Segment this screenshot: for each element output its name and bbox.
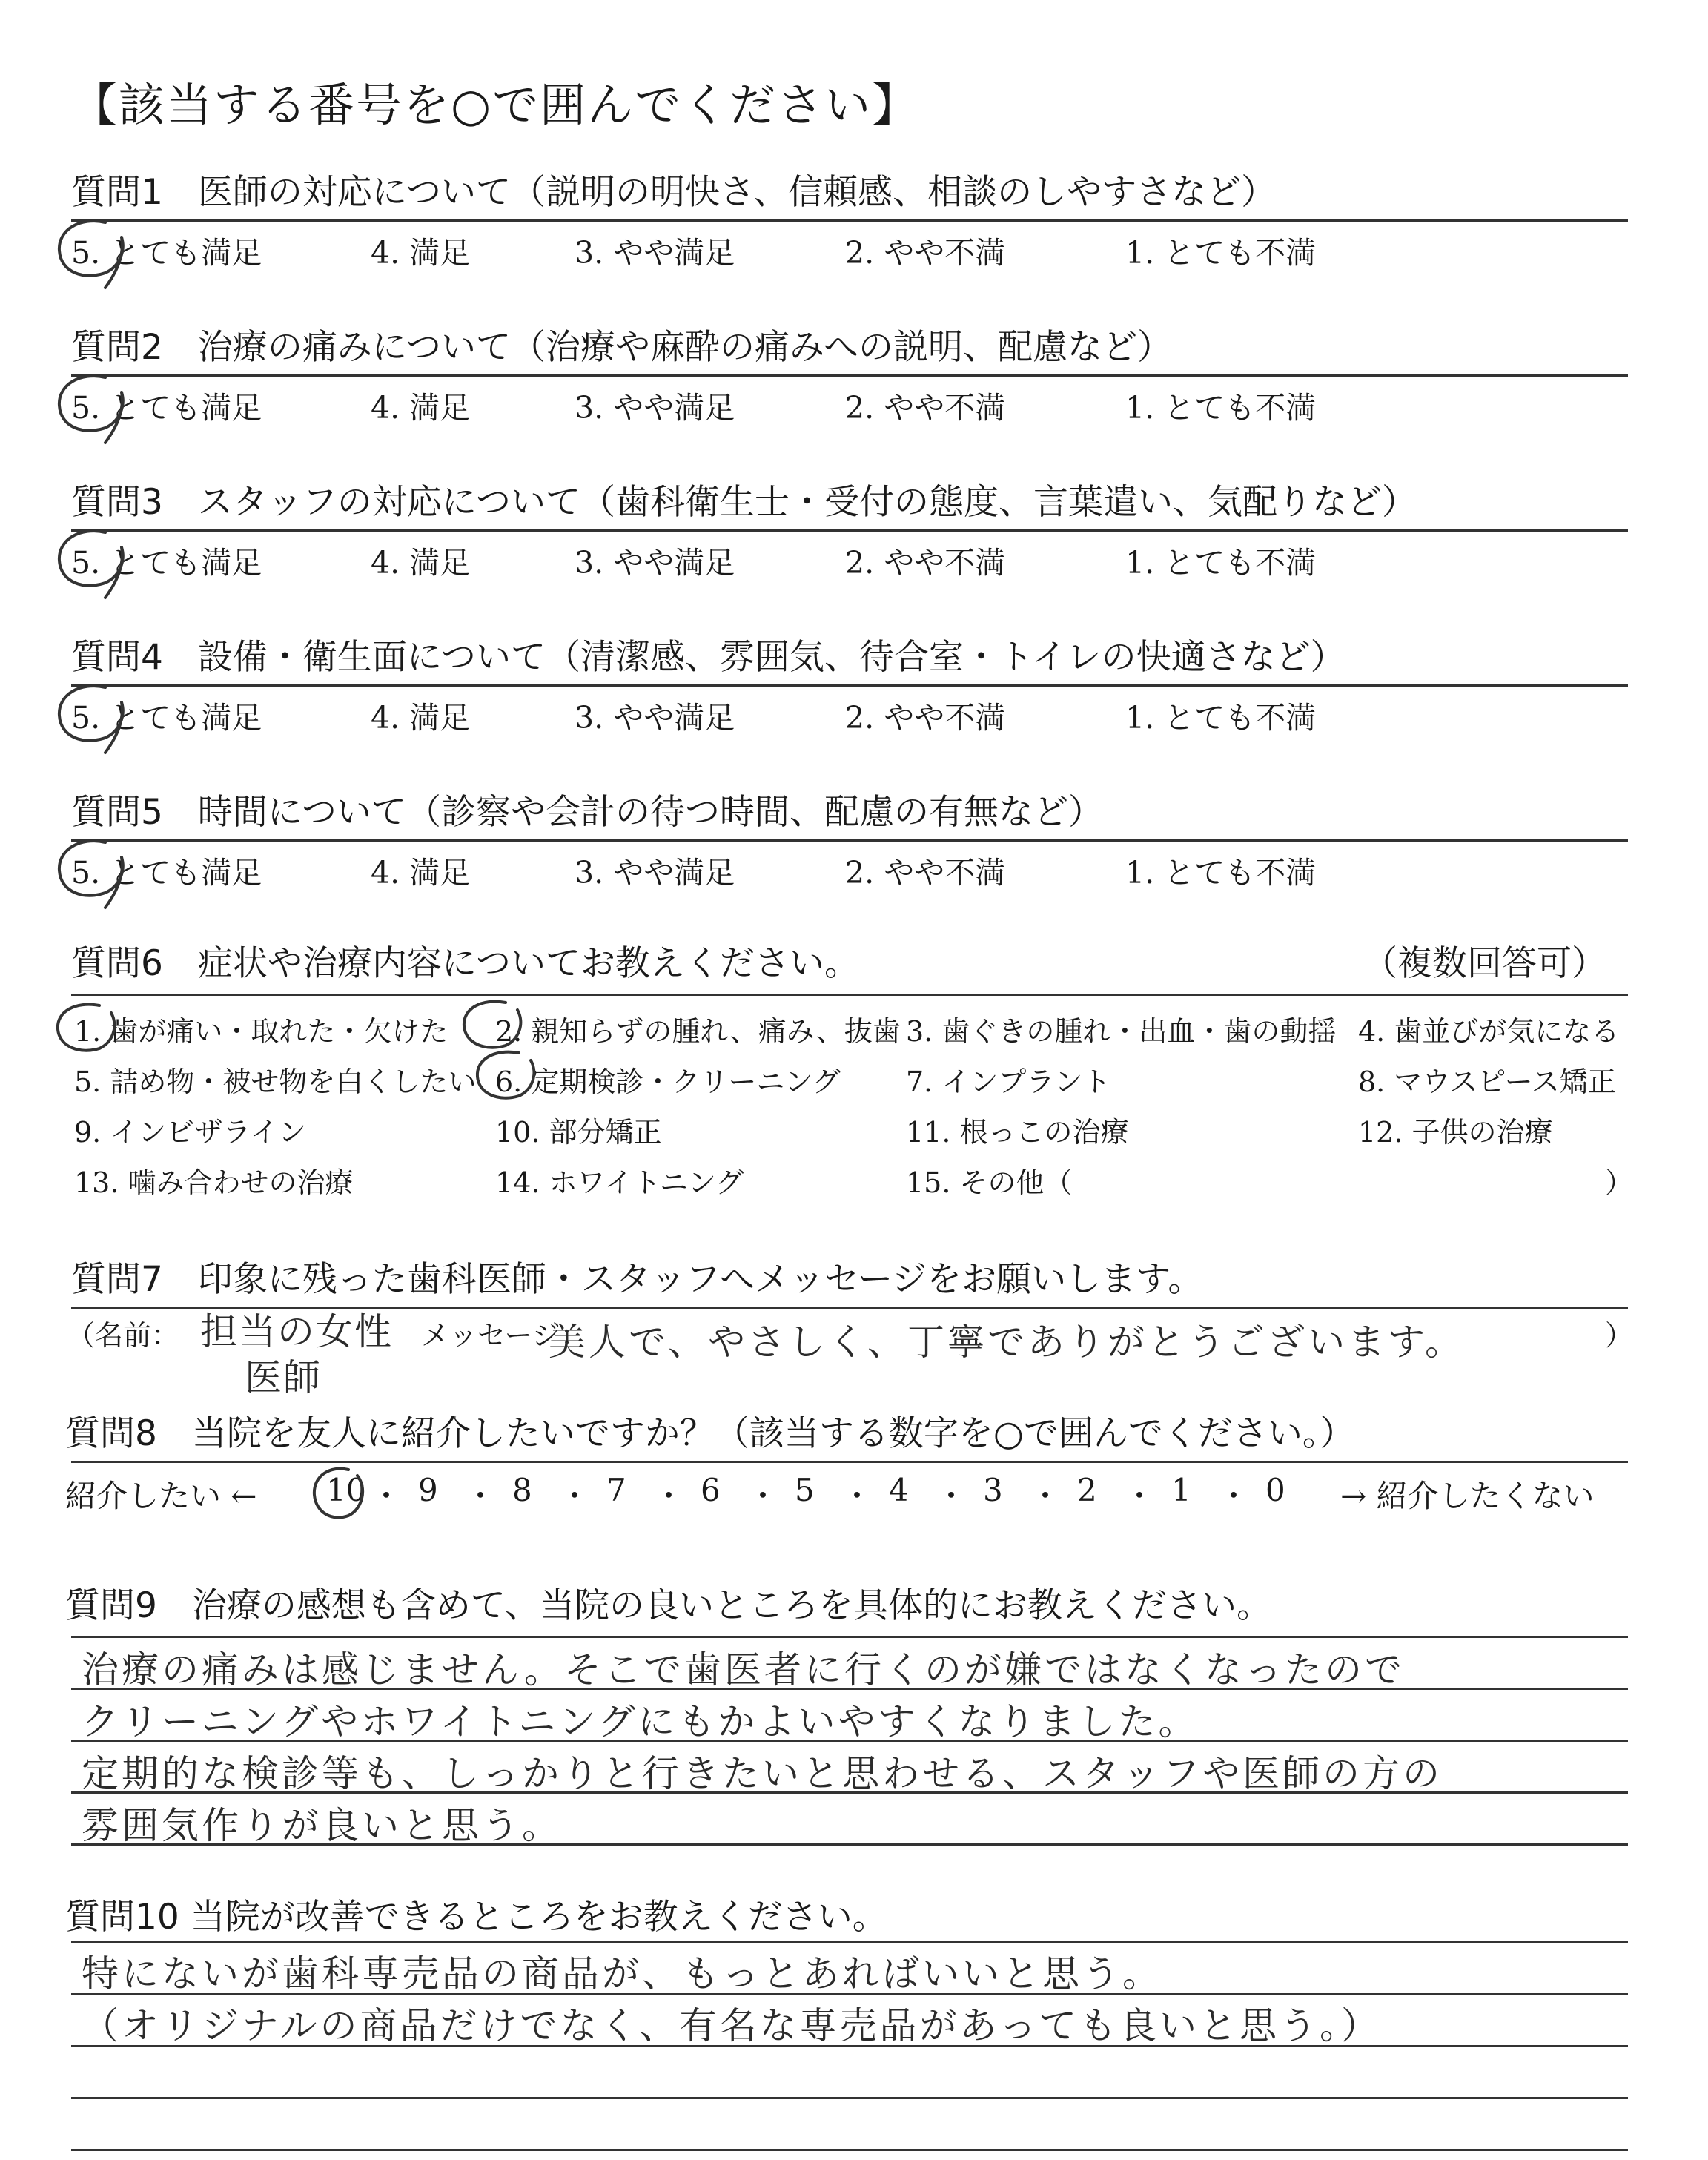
q6-item-5[interactable]: 5. 詰め物・被せ物を白くしたい [74,1066,477,1098]
q8-rule [71,1461,1628,1463]
q7-message-value: 美人で、やさしく、丁寧でありがとうございます。 [549,1321,1465,1364]
q5-option-1[interactable]: 1. とても不満 [1125,855,1317,891]
q8-scale-dot: ・ [1030,1478,1062,1514]
q3-option-1[interactable]: 1. とても不満 [1125,545,1317,581]
q5-selection-circle [53,836,135,911]
q6-item-4[interactable]: 4. 歯並びが気になる [1358,1015,1620,1048]
q8-scale-value[interactable]: 3 [983,1472,1003,1508]
q8-scale-value[interactable]: 9 [418,1472,438,1508]
q5-option-5[interactable]: 5. とても満足 [71,855,262,891]
q8-left-label: 紹介したい ← [65,1478,257,1514]
q4-selection-circle [53,681,135,756]
q4-option-3[interactable]: 3. やや満足 [575,700,735,736]
q5-option-3[interactable]: 3. やや満足 [575,855,735,891]
q10-rule [71,2097,1628,2099]
q5-option-2[interactable]: 2. やや不満 [845,855,1006,891]
q6-item-2[interactable]: 2. 親知らずの腫れ、痛み、抜歯 [495,1015,901,1048]
q6-title: 質問6 症状や治療内容についてお教えください。 [71,943,859,984]
q6-multi-note: （複数回答可） [1363,943,1606,984]
q8-scale-dot: ・ [653,1478,685,1514]
q1-rule [71,219,1628,222]
q9-answer-line-1: 治療の痛みは感じません。そこで歯医者に行くのが嫌ではなくなったので [82,1648,1405,1691]
q8-scale-dot: ・ [1124,1478,1156,1514]
q8-scale-value[interactable]: 8 [512,1472,532,1508]
q6-item-10[interactable]: 10. 部分矯正 [495,1116,662,1149]
q6-item-16[interactable]: ） [1605,1166,1634,1199]
q8-scale-value[interactable]: 2 [1077,1472,1097,1508]
q1-option-4[interactable]: 4. 満足 [371,235,471,271]
q6-item-12[interactable]: 12. 子供の治療 [1358,1116,1553,1149]
q2-option-5[interactable]: 5. とても満足 [71,390,262,426]
q2-option-4[interactable]: 4. 満足 [371,390,471,426]
q6-rule [71,994,1628,996]
q7-message-label: メッセージ： [421,1319,589,1352]
q10-answer-line-2: （オリジナルの商品だけでなく、有名な専売品があっても良いと思う。） [82,2004,1381,2047]
q10-answer-line-1: 特にないが歯科専売品の商品が、もっとあればいいと思う。 [82,1952,1162,1995]
q6-item-1[interactable]: 1. 歯が痛い・取れた・欠けた [74,1015,448,1048]
q3-option-3[interactable]: 3. やや満足 [575,545,735,581]
q1-title: 質問1 医師の対応について（説明の明快さ、信頼感、相談のしやすさなど） [71,172,1277,213]
q8-scale-value[interactable]: 10 [326,1472,366,1508]
q5-title: 質問5 時間について（診察や会計の待つ時間、配慮の有無など） [71,792,1103,833]
q8-scale-dot: ・ [747,1478,779,1514]
q2-option-3[interactable]: 3. やや満足 [575,390,735,426]
q5-rule [71,839,1628,842]
q1-option-1[interactable]: 1. とても不満 [1125,235,1317,271]
form-title: 【該当する番号を○で囲んでください】 [71,78,920,132]
q5-option-4[interactable]: 4. 満足 [371,855,471,891]
q9-answer-line-4: 雰囲気作りが良いと思う。 [82,1804,562,1847]
q6-selection-circle-1 [53,1001,128,1060]
q9-answer-line-2: クリーニングやホワイトニングにもかよいやすくなりました。 [82,1700,1199,1743]
q7-title: 質問7 印象に残った歯科医師・スタッフへメッセージをお願いします。 [71,1259,1203,1300]
q6-item-13[interactable]: 13. 噛み合わせの治療 [74,1166,354,1199]
q6-selection-circle-3 [473,1048,547,1108]
q4-option-5[interactable]: 5. とても満足 [71,700,262,736]
q8-scale-dot: ・ [1218,1478,1250,1514]
q8-scale-value[interactable]: 5 [795,1472,815,1508]
q6-item-6[interactable]: 6. 定期検診・クリーニング [495,1066,841,1098]
q6-item-3[interactable]: 3. 歯ぐきの腫れ・出血・歯の動揺 [906,1015,1337,1048]
q1-option-2[interactable]: 2. やや不満 [845,235,1006,271]
q7-name-value-1: 担当の女性 [200,1310,393,1353]
q7-name-label: （名前： [67,1319,180,1352]
q2-option-2[interactable]: 2. やや不満 [845,390,1006,426]
q1-selection-circle [53,217,135,291]
q9-answer-line-3: 定期的な検診等も、しっかりと行きたいと思わせる、スタッフや医師の方の [82,1752,1443,1795]
q8-scale-value[interactable]: 7 [606,1472,626,1508]
q8-scale-value[interactable]: 1 [1171,1472,1191,1508]
q8-selection-circle [310,1465,369,1525]
q9-title: 質問9 治療の感想も含めて、当院の良いところを具体的にお教えください。 [65,1585,1271,1626]
q6-item-7[interactable]: 7. インプラント [906,1066,1111,1098]
q4-option-4[interactable]: 4. 満足 [371,700,471,736]
q1-option-5[interactable]: 5. とても満足 [71,235,262,271]
q8-scale-dot: ・ [841,1478,873,1514]
q3-option-2[interactable]: 2. やや不満 [845,545,1006,581]
q2-rule [71,374,1628,377]
q9-rule [71,1636,1628,1638]
q8-scale-dot: ・ [559,1478,591,1514]
q8-right-label: → 紹介したくない [1340,1478,1595,1514]
q2-title: 質問2 治療の痛みについて（治療や麻酔の痛みへの説明、配慮など） [71,327,1173,368]
q8-scale-value[interactable]: 0 [1265,1472,1285,1508]
q8-scale-value[interactable]: 4 [889,1472,909,1508]
q4-rule [71,684,1628,687]
q7-close-paren: ） [1605,1319,1634,1352]
q4-title: 質問4 設備・衛生面について（清潔感、雰囲気、待合室・トイレの快適さなど） [71,637,1345,678]
q3-title: 質問3 スタッフの対応について（歯科衛生士・受付の態度、言葉遣い、気配りなど） [71,482,1417,523]
q2-selection-circle [53,371,135,446]
q6-item-9[interactable]: 9. インビザライン [74,1116,307,1149]
q3-option-5[interactable]: 5. とても満足 [71,545,262,581]
q8-scale-value[interactable]: 6 [701,1472,721,1508]
q10-rule [71,1941,1628,1943]
q7-name-value-2: 医師 [245,1356,322,1399]
q8-title: 質問8 当院を友人に紹介したいですか？（該当する数字を○で囲んでください。） [65,1413,1355,1454]
q3-option-4[interactable]: 4. 満足 [371,545,471,581]
q6-item-11[interactable]: 11. 根っこの治療 [906,1116,1129,1149]
q2-option-1[interactable]: 1. とても不満 [1125,390,1317,426]
q6-item-15[interactable]: 15. その他（ [906,1166,1073,1199]
q6-item-14[interactable]: 14. ホワイトニング [495,1166,744,1199]
q4-option-1[interactable]: 1. とても不満 [1125,700,1317,736]
q8-scale-dot: ・ [465,1478,497,1514]
q10-title: 質問10 当院が改善できるところをお教えください。 [65,1897,887,1938]
q10-rule [71,2149,1628,2151]
q1-option-3[interactable]: 3. やや満足 [575,235,735,271]
q4-option-2[interactable]: 2. やや不満 [845,700,1006,736]
q3-selection-circle [53,526,135,601]
q6-item-8[interactable]: 8. マウスピース矯正 [1358,1066,1616,1098]
q8-scale-dot: ・ [936,1478,967,1514]
q8-scale-dot: ・ [371,1478,403,1514]
q3-rule [71,529,1628,532]
